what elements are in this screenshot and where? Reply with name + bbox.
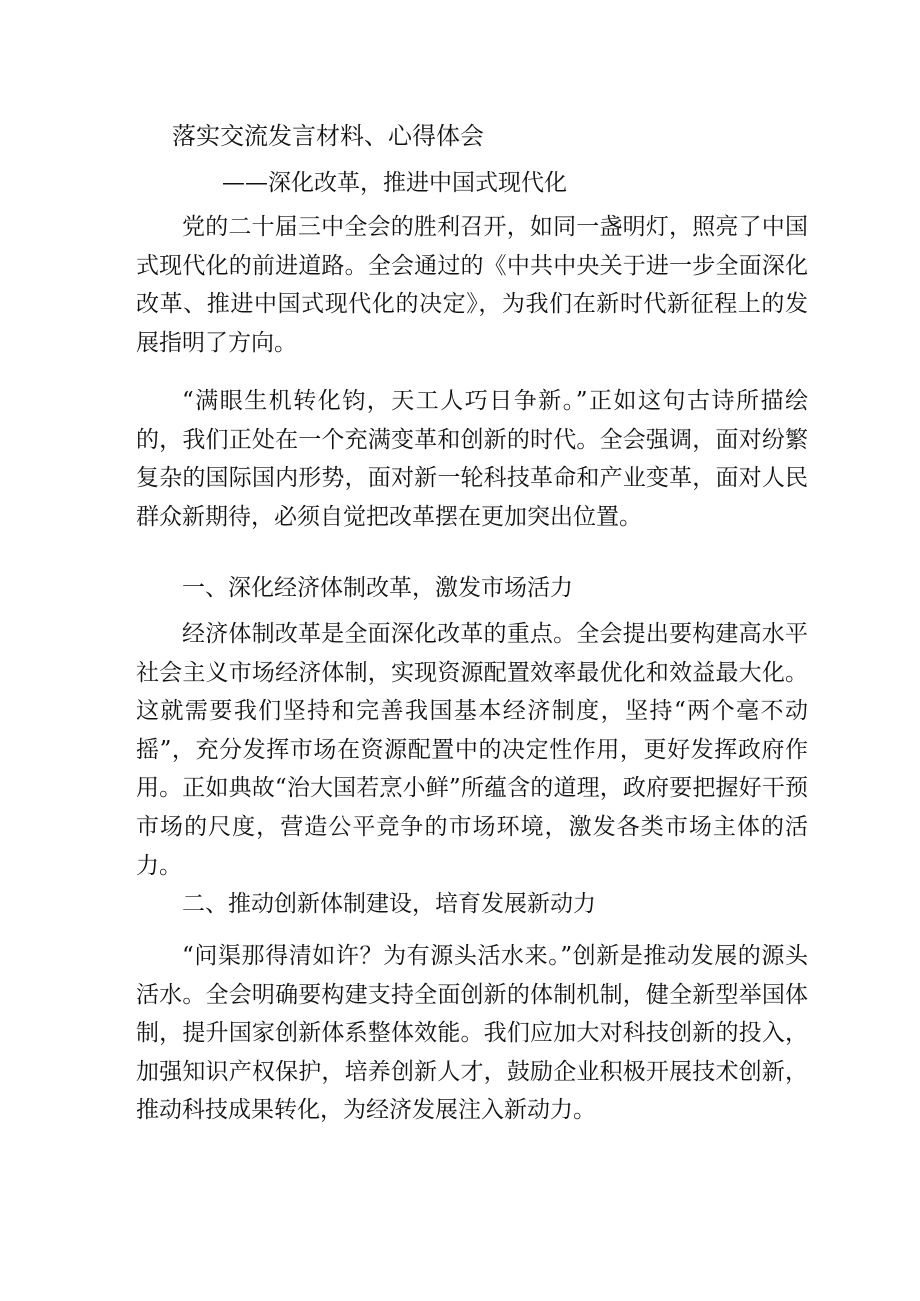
paragraph-economic-reform: 经济体制改革是全面深化改革的重点。全会提出要构建高水平社会主义市场经济体制，实现资源配置效率最优化和效益最大化。这就需要我们坚持和完善我国基本经济制度，坚持“两个毫不动摇”，充分发挥市场在资源配置中的决定性作用，更好发挥政府作用。正如典故“治大国若烹小鲜”所蕴含的道理，政府要把握好干预市场的尺度，营造公平竞争的市场环境，激发各类市场主体的活力。: [136, 621, 808, 879]
document-title: 落实交流发言材料、心得体会: [172, 122, 484, 150]
paragraph-innovation: “问渠那得清如许？为有源头活水来。”创新是推动发展的源头活水。全会明确要构建支持全面创新的体制机制，健全新型举国体制，提升国家创新体系整体效能。我们应加大对科技创新的投入，加强知识产权保护，培养创新人才，鼓励企业积极开展技术创新，推动科技成果转化，为经济发展注入新动力。: [136, 943, 808, 1124]
section-heading-economic-reform: 一、深化经济体制改革，激发市场活力: [182, 575, 573, 601]
section-heading-innovation: 二、推动创新体制建设，培育发展新动力: [182, 891, 596, 917]
paragraph-poem: “满眼生机转化钧，天工人巧日争新。”正如这句古诗所描绘的，我们正处在一个充满变革和创新的时代。全会强调，面对纷繁复杂的国际国内形势，面对新一轮科技革命和产业变革，面对人民群众新期待，必须自觉把改革摆在更加突出位置。: [136, 388, 808, 530]
document-subtitle: ——深化改革，推进中国式现代化: [222, 170, 567, 196]
paragraph-intro: 党的二十届三中全会的胜利召开，如同一盏明灯，照亮了中国式现代化的前进道路。全会通过的《中共中央关于进一步全面深化改革、推进中国式现代化的决定》，为我们在新时代新征程上的发展指明了方向。: [136, 214, 808, 356]
